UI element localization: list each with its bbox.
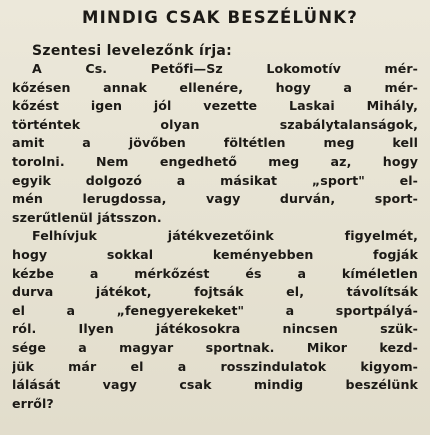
article-line: szerűtlenül játsszon.	[12, 209, 162, 225]
article-line: Felhívjuk játékvezetőink figyelmét,	[32, 228, 418, 244]
article-line: el a „fenegyerekeket" a sportpályá-	[12, 302, 418, 318]
article-line: egyik dolgozó a másikat „sport" el-	[12, 172, 418, 188]
article-line: történtek olyan szabálytalanságok,	[12, 116, 418, 132]
article-paragraph-1	[12, 60, 418, 227]
article-line: durva játékot, fojtsák el, távolítsák	[12, 284, 418, 300]
article-paragraph-2	[12, 227, 418, 413]
article-line: torolni. Nem engedhető meg az, hogy	[12, 153, 418, 169]
article-line: kőzésen annak ellenére, hogy a mér-	[12, 79, 418, 95]
article-line: sége a magyar sportnak. Mikor kezd-	[12, 339, 418, 355]
article-byline: Szentesi levelezőnk írja:	[32, 43, 233, 59]
article-line: mén lerugdossa, vagy durván, sport-	[12, 191, 418, 207]
article-headline: MINDIG CSAK BESZÉLÜNK?	[82, 8, 358, 27]
article-line: hogy sokkal keményebben fogják	[12, 246, 418, 262]
article-line: jük már el a rosszindulatok kigyom-	[12, 358, 418, 374]
article-body	[12, 60, 418, 413]
article-line: kézbe a mérkőzést és a kíméletlen	[12, 265, 418, 281]
article-line: erről?	[12, 395, 54, 411]
article-line: A Cs. Petőfi—Sz Lokomotív mér-	[32, 61, 418, 76]
article-line: ról. Ilyen játékosokra nincsen szük-	[12, 321, 418, 337]
article-line: kőzést igen jól vezette Laskai Mihály,	[12, 98, 418, 114]
article-line: amit a jövőben föltétlen meg kell	[12, 135, 418, 151]
article-line: lálását vagy csak mindig beszélünk	[12, 377, 418, 393]
